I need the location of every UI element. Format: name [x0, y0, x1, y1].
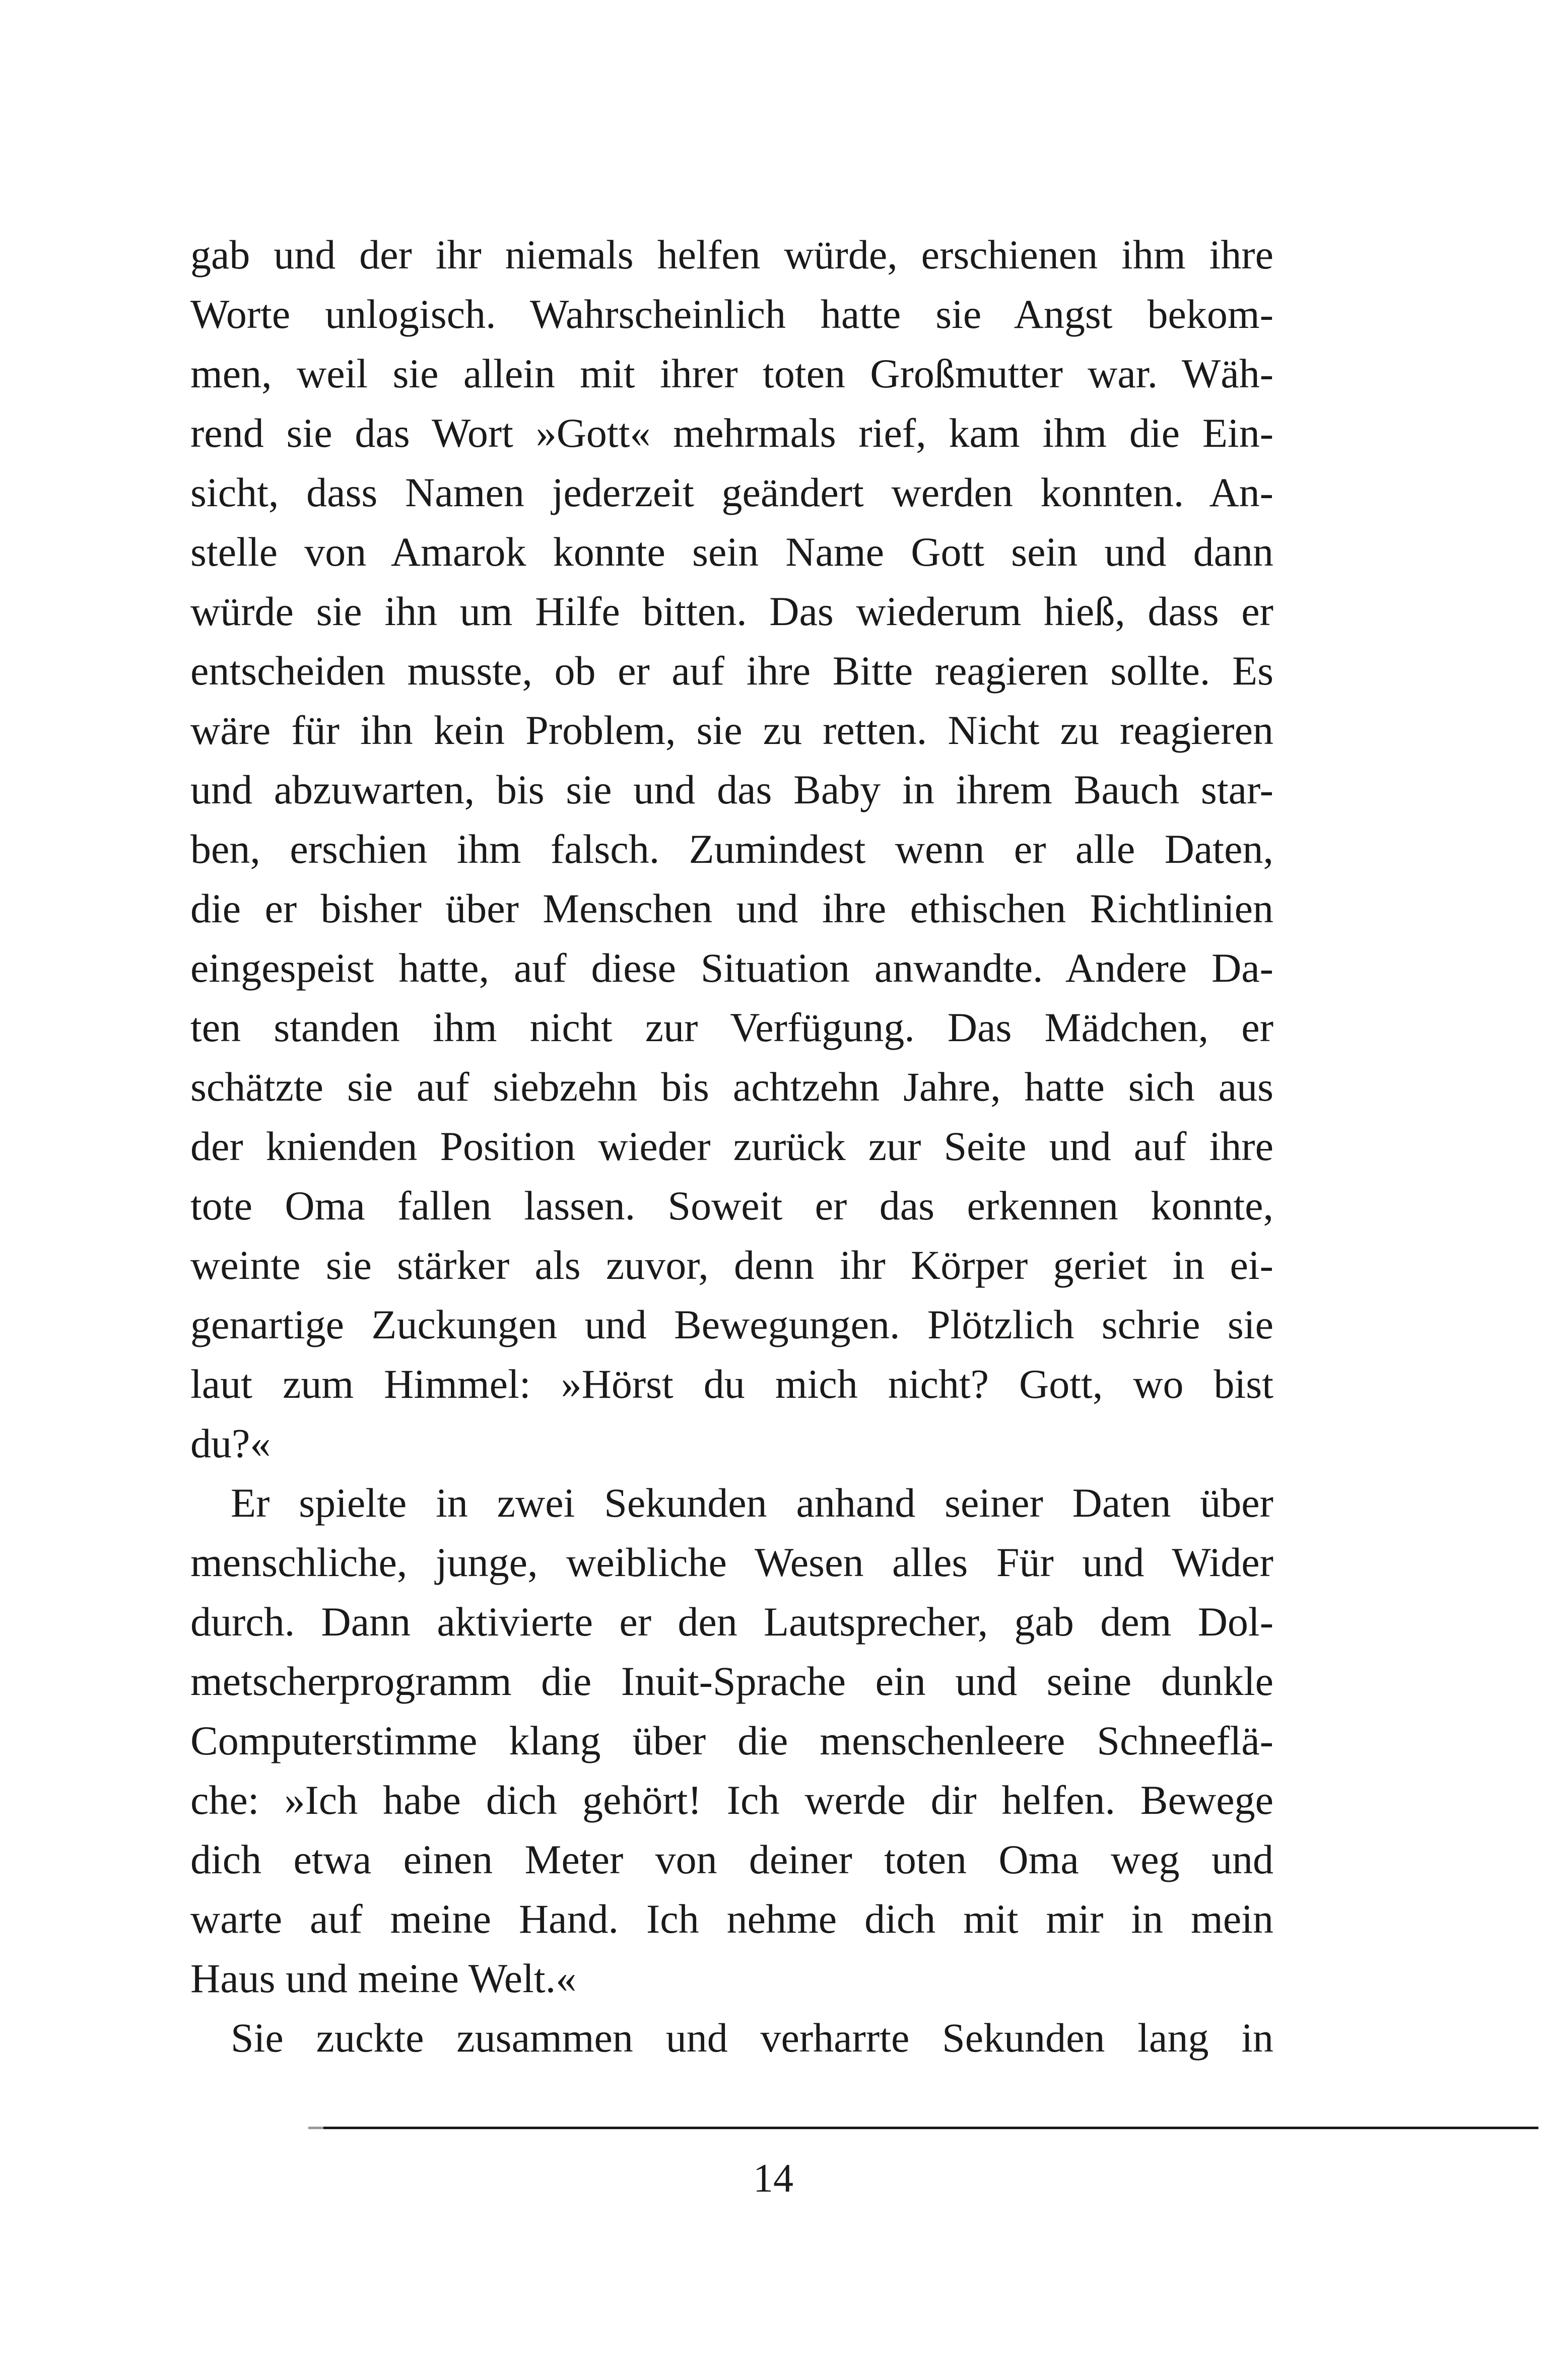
text-line: entscheiden musste, ob er auf ihre Bitte reagieren sollte. Es — [190, 648, 1273, 694]
text-line: stelle von Amarok konnte sein Name Gott sein und dann — [190, 529, 1273, 575]
text-line: durch. Dann aktivierte er den Lautsprecher, gab dem Dol- — [190, 1599, 1273, 1645]
body-text — [190, 225, 1273, 2068]
text-line: du?« — [190, 1420, 271, 1466]
text-line: weinte sie stärker als zuvor, denn ihr Körper geriet in ei- — [190, 1242, 1273, 1288]
text-line: che: »Ich habe dich gehört! Ich werde dir helfen. Bewege — [190, 1777, 1273, 1823]
text-line: der knienden Position wieder zurück zur Seite und auf ihre — [190, 1123, 1273, 1169]
text-line: rend sie das Wort »Gott« mehrmals rief, kam ihm die Ein- — [190, 410, 1273, 456]
text-line: eingespeist hatte, auf diese Situation anwandte. Andere Da- — [190, 945, 1273, 991]
text-line: schätzte sie auf siebzehn bis achtzehn Jahre, hatte sich aus — [190, 1064, 1273, 1110]
text-line: gab und der ihr niemals helfen würde, erschienen ihm ihre — [190, 232, 1273, 278]
page-number: 14 — [753, 2156, 793, 2201]
text-line: ben, erschien ihm falsch. Zumindest wenn er alle Daten, — [190, 826, 1273, 872]
text-line: Computerstimme klang über die menschenleere Schneeflä- — [190, 1718, 1273, 1763]
text-line: Worte unlogisch. Wahrscheinlich hatte sie Angst bekom- — [190, 291, 1273, 337]
text-line: men, weil sie allein mit ihrer toten Großmutter war. Wäh- — [190, 351, 1273, 396]
text-line: sicht, dass Namen jederzeit geändert werden konnten. An- — [190, 469, 1273, 515]
text-line: laut zum Himmel: »Hörst du mich nicht? Gott, wo bist — [190, 1361, 1273, 1407]
text-line: und abzuwarten, bis sie und das Baby in ihrem Bauch star- — [190, 767, 1273, 812]
footer-rule — [323, 2127, 1538, 2129]
text-line: ten standen ihm nicht zur Verfügung. Das Mädchen, er — [190, 1004, 1273, 1050]
text-line: menschliche, junge, weibliche Wesen alles Für und Wider — [190, 1539, 1273, 1585]
text-line: würde sie ihn um Hilfe bitten. Das wiederum hieß, dass er — [190, 588, 1273, 634]
text-line: genartige Zuckungen und Bewegungen. Plötzlich schrie sie — [190, 1302, 1273, 1347]
text-line: Sie zuckte zusammen und verharrte Sekunden lang in — [231, 2015, 1273, 2061]
text-line: die er bisher über Menschen und ihre ethischen Richtlinien — [190, 886, 1273, 931]
text-line: Er spielte in zwei Sekunden anhand seiner Daten über — [231, 1480, 1273, 1526]
text-line: tote Oma fallen lassen. Soweit er das erkennen konnte, — [190, 1183, 1273, 1229]
text-line: metscherprogramm die Inuit-Sprache ein und seine dunkle — [190, 1658, 1273, 1704]
text-line: dich etwa einen Meter von deiner toten Oma weg und — [190, 1837, 1273, 1882]
text-line: Haus und meine Welt.« — [190, 1955, 577, 2001]
text-line: warte auf meine Hand. Ich nehme dich mit mir in mein — [190, 1896, 1273, 1942]
text-line: wäre für ihn kein Problem, sie zu retten. Nicht zu reagieren — [190, 707, 1273, 753]
